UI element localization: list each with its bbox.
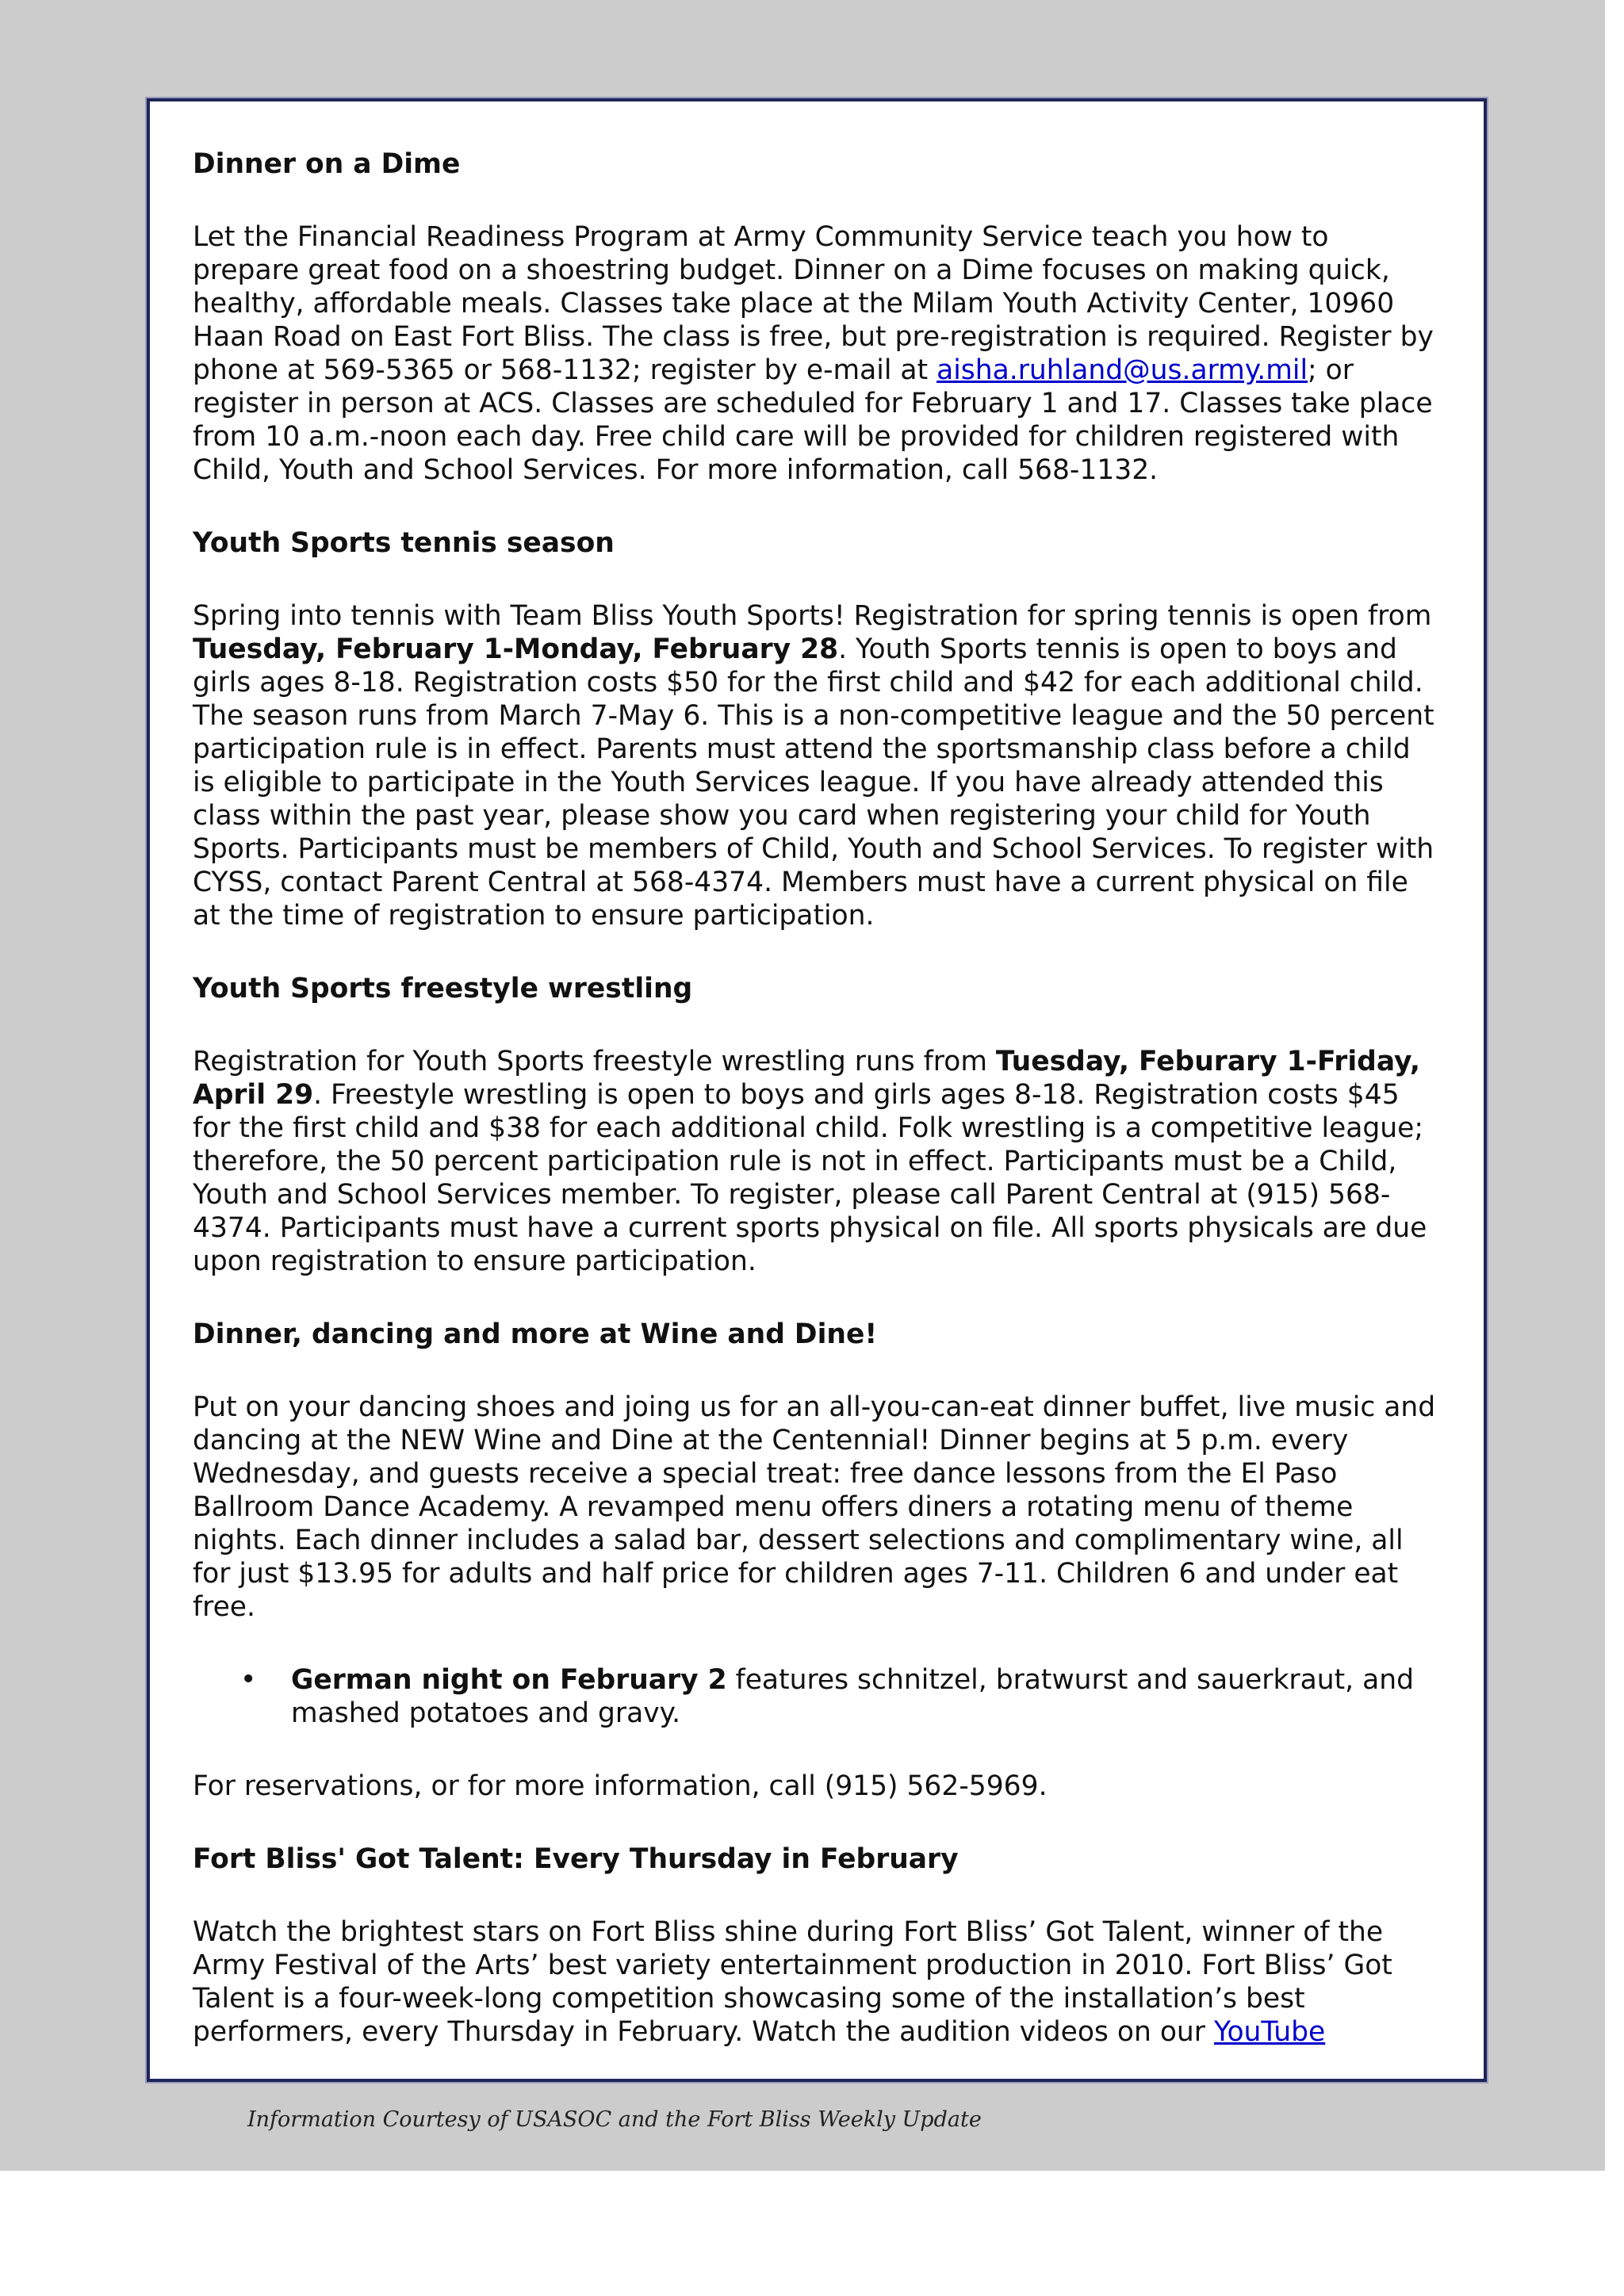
text-span: Spring into tennis with Team Bliss Youth Sports! Registration for spring tennis is open from <box>193 600 1432 632</box>
heading-dinner-on-a-dime: Dinner on a Dime <box>193 148 461 180</box>
paragraph-got-talent <box>193 1915 1439 2049</box>
paragraph-youth-sports-tennis <box>193 599 1439 932</box>
text-span: features schnitzel, bratwurst and sauerkraut, and mashed potatoes and gravy. <box>291 1664 1414 1729</box>
heading-wine-and-dine: Dinner, dancing and more at Wine and Dine! <box>193 1318 878 1350</box>
bold-event: German night on February 2 <box>291 1664 727 1696</box>
bullet-list <box>193 1663 1439 1730</box>
paragraph-youth-sports-wrestling <box>193 1045 1439 1278</box>
text-span: . Youth Sports tennis is open to boys and girls ages 8-18. Registration costs $50 for the first child and $42 for each additional child. The season runs from March 7-May 6. This is a non-competitive league and the 50 percent participation rule is in effect. Parents must attend the sportsmanship class before a child is eligible to participate in the Youth Services league. If you have already attended this class within the past year, please show you card when registering your child for Youth Sports. Participants must be members of Child, Youth and School Services. To register with CYSS, contact Parent Central at 568-4374. Members must have a current physical on file at the time of registration to ensure participation. <box>193 633 1434 932</box>
text-span: Let the Financial Readiness Program at Army Community Service teach you how to prepare great food on a shoestring budget. Dinner on a Dime focuses on making quick, healthy, affordable meals. Classes take place at the Milam Youth Activity Center, 10960 Haan Road on East Fort Bliss. The class is free, but pre-registration is required. Register by phone at 569-5365 or 568-1132; register by e-mail at <box>193 221 1434 386</box>
paragraph-dinner-on-a-dime <box>193 220 1439 487</box>
email-link[interactable]: aisha.ruhland@us.army.mil <box>936 354 1308 386</box>
heading-youth-sports-wrestling: Youth Sports freestyle wrestling <box>193 973 693 1004</box>
heading-youth-sports-tennis: Youth Sports tennis season <box>193 527 615 559</box>
text-span: . Freestyle wrestling is open to boys and girls ages 8-18. Registration costs $45 for the first child and $38 for each additional child. Folk wrestling is a competitive league; therefore, the 50 percent participation rule is not in effect. Participants must be a Child, Youth and School Services member. To register, please call Parent Central at (915) 568-4374. Participants must have a current sports physical on file. All sports physicals are due upon registration to ensure participation. <box>193 1079 1427 1277</box>
text-span: Registration for Youth Sports freestyle wrestling runs from <box>193 1046 996 1077</box>
youtube-link[interactable]: YouTube <box>1213 2016 1326 2048</box>
bullet-icon: • <box>240 1664 257 1696</box>
text-span: Watch the brightest stars on Fort Bliss shine during Fort Bliss’ Got Talent, winner of the Army Festival of the Arts’ best variety entertainment production in 2010. Fort Bliss’ Got Talent is a four-week-long competition showcasing some of the installation’s best performers, every Thursday in February. Watch the audition videos on our <box>193 1916 1392 2048</box>
footer-credit: Information Courtesy of USASOC and the Fort Bliss Weekly Update <box>247 2107 982 2132</box>
bold-dates: Tuesday, Feburary 1-Friday, April 29 <box>193 1046 1420 1111</box>
paragraph-wine-and-dine: Put on your dancing shoes and joing us for an all-you-can-eat dinner buffet, live music and dancing at the NEW Wine and Dine at the Centennial! Dinner begins at 5 p.m. every Wednesday, and guests receive a special treat: free dance lessons from the El Paso Ballroom Dance Academy. A revamped menu offers diners a rotating menu of theme nights. Each dinner includes a salad bar, dessert selections and complimentary wine, all for just $13.95 for adults and half price for children ages 7-11. Children 6 and under eat free. <box>193 1391 1436 1623</box>
bold-dates: Tuesday, February 1-Monday, February 28 <box>193 633 839 665</box>
text-span: ; or register in person at ACS. Classes are scheduled for February 1 and 17. Classes take place from 10 a.m.-noon each day. Free child care will be provided for children registered with Child, Youth and School Services. For more information, call 568-1132. <box>193 354 1433 486</box>
newsletter-content-box <box>147 98 1487 2082</box>
paragraph-reservations: For reservations, or for more information, call (915) 562-5969. <box>193 1770 1048 1802</box>
list-item <box>193 1663 1439 1730</box>
heading-got-talent: Fort Bliss' Got Talent: Every Thursday in February <box>193 1843 959 1875</box>
